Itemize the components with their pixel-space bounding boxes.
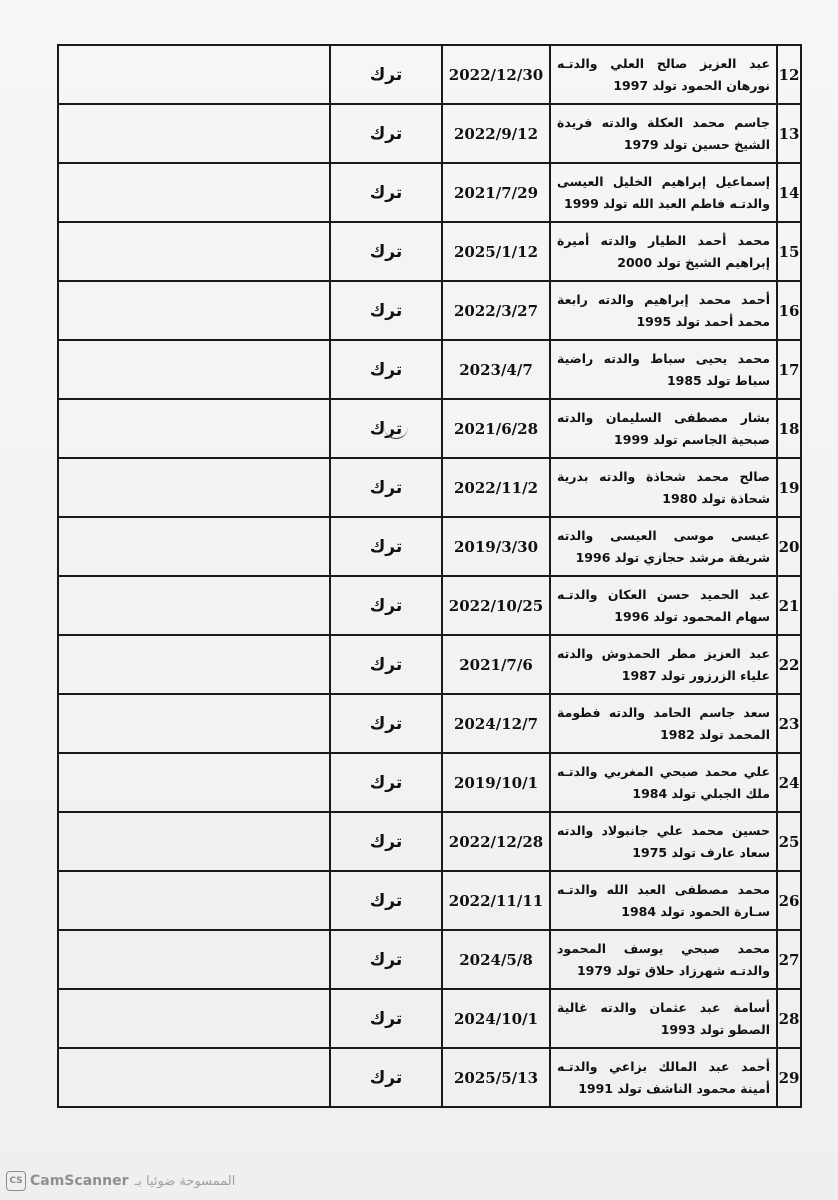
record-name: صالح محمد شحاذة والدته بدرية شحاذة تولد 1980: [550, 458, 777, 517]
record-status: ترك: [330, 989, 442, 1048]
record-status: ترك: [330, 871, 442, 930]
empty-cell: [58, 517, 330, 576]
record-status: ترك: [330, 576, 442, 635]
row-number: 29: [777, 1048, 801, 1107]
empty-cell: [58, 399, 330, 458]
table-row: [58, 930, 801, 989]
record-status: ترك: [330, 635, 442, 694]
record-date: 2025/1/12: [442, 222, 550, 281]
record-name: جاسم محمد العكلة والدته فريدة الشيخ حسين تولد 1979: [550, 104, 777, 163]
record-date: 2022/9/12: [442, 104, 550, 163]
empty-cell: [58, 281, 330, 340]
empty-cell: [58, 222, 330, 281]
record-date: 2024/12/7: [442, 694, 550, 753]
table-row: [58, 163, 801, 222]
record-name: إسماعيل إبراهيم الخليل العيسى والدتـه فاطم العبد الله تولد 1999: [550, 163, 777, 222]
record-date: 2022/11/11: [442, 871, 550, 930]
record-name: أحمد محمد إبراهيم والدته رابعة محمد أحمد تولد 1995: [550, 281, 777, 340]
empty-cell: [58, 576, 330, 635]
record-status: ترك: [330, 399, 442, 458]
row-number: 24: [777, 753, 801, 812]
record-status: ترك: [330, 812, 442, 871]
table-row: [58, 871, 801, 930]
record-date: 2023/4/7: [442, 340, 550, 399]
row-number: 21: [777, 576, 801, 635]
record-date: 2019/3/30: [442, 517, 550, 576]
empty-cell: [58, 163, 330, 222]
records-table-body: [58, 45, 801, 1107]
record-name: أسامة عبد عثمان والدته غالية الصطو تولد 1993: [550, 989, 777, 1048]
row-number: 16: [777, 281, 801, 340]
row-number: 19: [777, 458, 801, 517]
record-status: ترك: [330, 45, 442, 104]
table-row: [58, 104, 801, 163]
row-number: 18: [777, 399, 801, 458]
record-status: ترك: [330, 163, 442, 222]
empty-cell: [58, 340, 330, 399]
row-number: 22: [777, 635, 801, 694]
table-row: [58, 399, 801, 458]
record-status: ترك: [330, 340, 442, 399]
record-date: 2022/10/25: [442, 576, 550, 635]
record-name: علي محمد صبحي المغربي والدتـه ملك الجبلي تولد 1984: [550, 753, 777, 812]
record-date: 2025/5/13: [442, 1048, 550, 1107]
empty-cell: [58, 930, 330, 989]
record-name: عبد الحميد حسن العكان والدتـه سهام المحمود تولد 1996: [550, 576, 777, 635]
table-row: [58, 576, 801, 635]
record-status: ترك: [330, 517, 442, 576]
table-row: [58, 753, 801, 812]
record-name: أحمد عبد المالك بزاعي والدتـه أمينة محمود الناشف تولد 1991: [550, 1048, 777, 1107]
scanner-watermark: [6, 1170, 235, 1192]
record-name: سعد جاسم الحامد والدته فطومة المحمد تولد 1982: [550, 694, 777, 753]
empty-cell: [58, 458, 330, 517]
row-number: 20: [777, 517, 801, 576]
record-date: 2022/12/28: [442, 812, 550, 871]
records-table: [57, 44, 802, 1108]
record-name: عيسى موسى العيسى والدته شريفة مرشد حجازي تولد 1996: [550, 517, 777, 576]
table-row: [58, 458, 801, 517]
empty-cell: [58, 753, 330, 812]
empty-cell: [58, 635, 330, 694]
record-date: 2021/6/28: [442, 399, 550, 458]
record-date: 2022/12/30: [442, 45, 550, 104]
watermark-arabic-text: الممسوحة ضوئيا بـ: [134, 1173, 236, 1189]
record-date: 2024/10/1: [442, 989, 550, 1048]
record-status: ترك: [330, 458, 442, 517]
record-date: 2022/3/27: [442, 281, 550, 340]
record-status: ترك: [330, 753, 442, 812]
record-name: محمد مصطفى العبد الله والدتـه سـارة الحمود تولد 1984: [550, 871, 777, 930]
watermark-brand: CamScanner: [30, 1173, 129, 1189]
empty-cell: [58, 812, 330, 871]
table-row: [58, 694, 801, 753]
table-row: [58, 222, 801, 281]
table-row: [58, 812, 801, 871]
record-status: ترك: [330, 930, 442, 989]
table-row: [58, 281, 801, 340]
row-number: 14: [777, 163, 801, 222]
empty-cell: [58, 694, 330, 753]
row-number: 25: [777, 812, 801, 871]
row-number: 27: [777, 930, 801, 989]
empty-cell: [58, 989, 330, 1048]
record-status: ترك: [330, 222, 442, 281]
record-name: عبد العزيز صالح العلي والدتـه نورهان الحمود تولد 1997: [550, 45, 777, 104]
record-date: 2022/11/2: [442, 458, 550, 517]
record-name: حسين محمد علي جانبولاد والدته سعاد عارف تولد 1975: [550, 812, 777, 871]
row-number: 12: [777, 45, 801, 104]
table-row: [58, 517, 801, 576]
table-row: [58, 340, 801, 399]
table-row: [58, 1048, 801, 1107]
camscanner-logo-icon: CS: [6, 1171, 26, 1191]
record-name: محمد أحمد الطيار والدته أميرة إبراهيم الشيخ تولد 2000: [550, 222, 777, 281]
record-status: ترك: [330, 281, 442, 340]
empty-cell: [58, 871, 330, 930]
record-name: محمد يحيى سباط والدته راضية سباط تولد 1985: [550, 340, 777, 399]
record-status: ترك: [330, 1048, 442, 1107]
record-name: عبد العزيز مطر الحمدوش والدته علياء الزرزور تولد 1987: [550, 635, 777, 694]
empty-cell: [58, 104, 330, 163]
empty-cell: [58, 1048, 330, 1107]
row-number: 28: [777, 989, 801, 1048]
row-number: 23: [777, 694, 801, 753]
record-status: ترك: [330, 104, 442, 163]
record-status: ترك: [330, 694, 442, 753]
table-row: [58, 989, 801, 1048]
record-date: 2024/5/8: [442, 930, 550, 989]
record-name: محمد صبحي يوسف المحمود والدتـه شهرزاد حلاق تولد 1979: [550, 930, 777, 989]
row-number: 15: [777, 222, 801, 281]
table-row: [58, 635, 801, 694]
table-row: [58, 45, 801, 104]
row-number: 13: [777, 104, 801, 163]
row-number: 26: [777, 871, 801, 930]
empty-cell: [58, 45, 330, 104]
row-number: 17: [777, 340, 801, 399]
record-date: 2019/10/1: [442, 753, 550, 812]
record-name: بشار مصطفى السليمان والدته صبحية الجاسم تولد 1999: [550, 399, 777, 458]
record-date: 2021/7/6: [442, 635, 550, 694]
record-date: 2021/7/29: [442, 163, 550, 222]
